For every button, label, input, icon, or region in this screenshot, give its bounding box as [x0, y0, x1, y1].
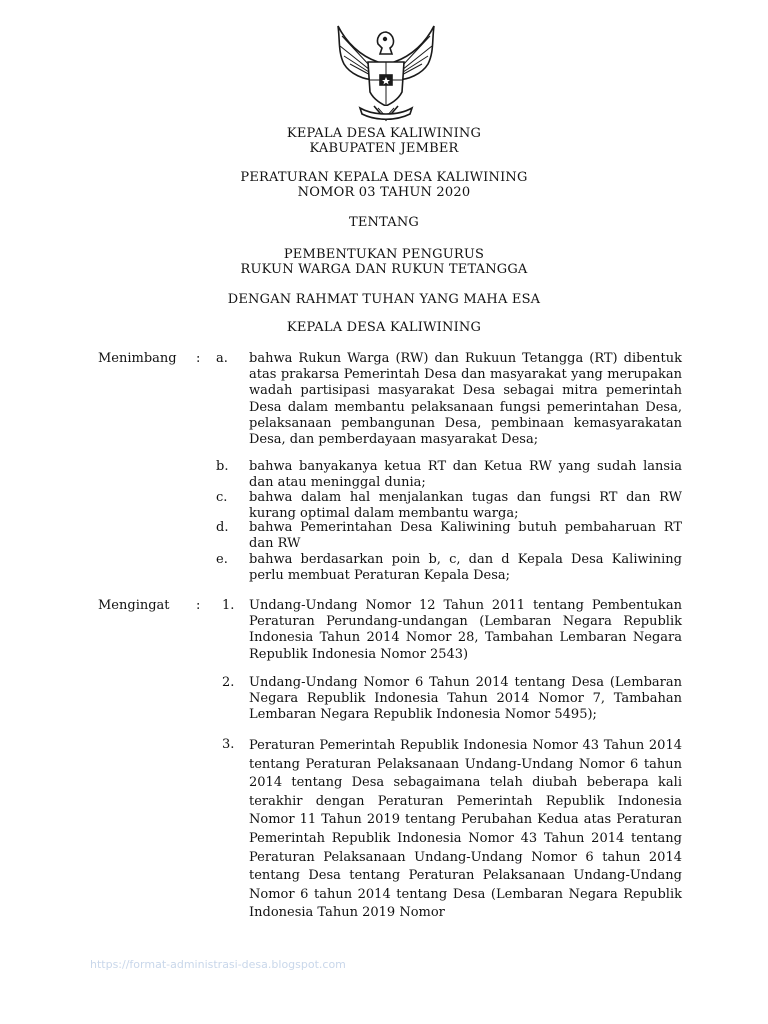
item-marker: e.	[216, 552, 228, 567]
item-marker: 2.	[222, 675, 235, 690]
item-text: bahwa Pemerintahan Desa Kaliwining butuh pembaharuan RT dan RW	[249, 520, 682, 552]
subject-line-1: PEMBENTUKAN PENGURUS	[283, 247, 485, 262]
item-marker: a.	[216, 351, 228, 366]
item-text: bahwa dalam hal menjalankan tugas dan fungsi RT dan RW kurang optimal dalam membantu warga;	[249, 490, 682, 522]
item-text: bahwa berdasarkan poin b, c, dan d Kepala Desa Kaliwining perlu membuat Peraturan Kepala Desa;	[249, 552, 682, 584]
mengingat-colon: :	[196, 598, 201, 613]
item-text: bahwa Rukun Warga (RW) dan Rukuun Tetangga (RT) dibentuk atas prakarsa Pemerintah Desa dan masyarakat yang merupakan wadah partisipasi masyarakat Desa sebagai mitra pemerintah Desa dalam membantu pelaksanaan fungsi pemerintahan Desa, pelaksanaan pembangunan Desa, pembinaan kemasyarakatan Desa, dan pemberdayaan masyarakat Desa;	[249, 351, 682, 448]
subject-line-2: RUKUN WARGA DAN RUKUN TETANGGA	[240, 262, 528, 277]
item-text: bahwa banyakanya ketua RT dan Ketua RW yang sudah lansia dan atau meninggal dunia;	[249, 459, 682, 491]
item-marker: d.	[216, 520, 229, 535]
about-label: TENTANG	[348, 215, 420, 230]
item-marker: 1.	[222, 598, 235, 613]
regulation-title: PERATURAN KEPALA DESA KALIWINING	[240, 170, 528, 185]
item-marker: b.	[216, 459, 229, 474]
watermark-link[interactable]: https://format-administrasi-desa.blogspot.com	[90, 958, 346, 971]
issuer-heading: KEPALA DESA KALIWINING	[286, 320, 482, 335]
item-marker: 3.	[222, 737, 235, 752]
regency-heading: KABUPATEN JEMBER	[309, 141, 459, 156]
item-marker: c.	[216, 490, 228, 505]
institution-heading: KEPALA DESA KALIWINING	[286, 126, 482, 141]
item-text: Peraturan Pemerintah Republik Indonesia Nomor 43 Tahun 2014 tentang Peraturan Pelaksanaan Undang-Undang Nomor 6 tahun 2014 tentang Desa sebagaimana telah diubah beberapa kali terakhir dengan Peraturan Pemerintah Republik Indonesia Nomor 11 Tahun 2019 tentang Perubahan Kedua atas Peraturan Pemerintah Republik Indonesia Nomor 43 Tahun 2014 tentang Peraturan Pelaksanaan Undang-Undang Nomor 6 tahun 2014 tentang Desa tentang Peraturan Pelaksanaan Undang-Undang Nomor 6 tahun 2014 tentang Desa (Lembaran Negara Republik Indonesia Tahun 2019 Nomor	[249, 738, 682, 921]
menimbang-label: Menimbang	[98, 351, 177, 366]
menimbang-colon: :	[196, 351, 201, 366]
item-text: Undang-Undang Nomor 12 Tahun 2011 tentang Pembentukan Peraturan Perundang-undangan (Lembaran Negara Republik Indonesia Tahun 2014 Nomor 28, Tambahan Lembaran Negara Republik Indonesia Nomor 2543)	[249, 598, 682, 662]
regulation-number: NOMOR 03 TAHUN 2020	[297, 185, 471, 200]
item-text: Undang-Undang Nomor 6 Tahun 2014 tentang Desa (Lembaran Negara Republik Indonesia Tahun 2014 Nomor 7, Tambahan Lembaran Negara Republik Indonesia Nomor 5495);	[249, 675, 682, 723]
garuda-emblem	[330, 22, 442, 124]
mengingat-label: Mengingat	[98, 598, 170, 613]
invocation: DENGAN RAHMAT TUHAN YANG MAHA ESA	[227, 292, 541, 307]
